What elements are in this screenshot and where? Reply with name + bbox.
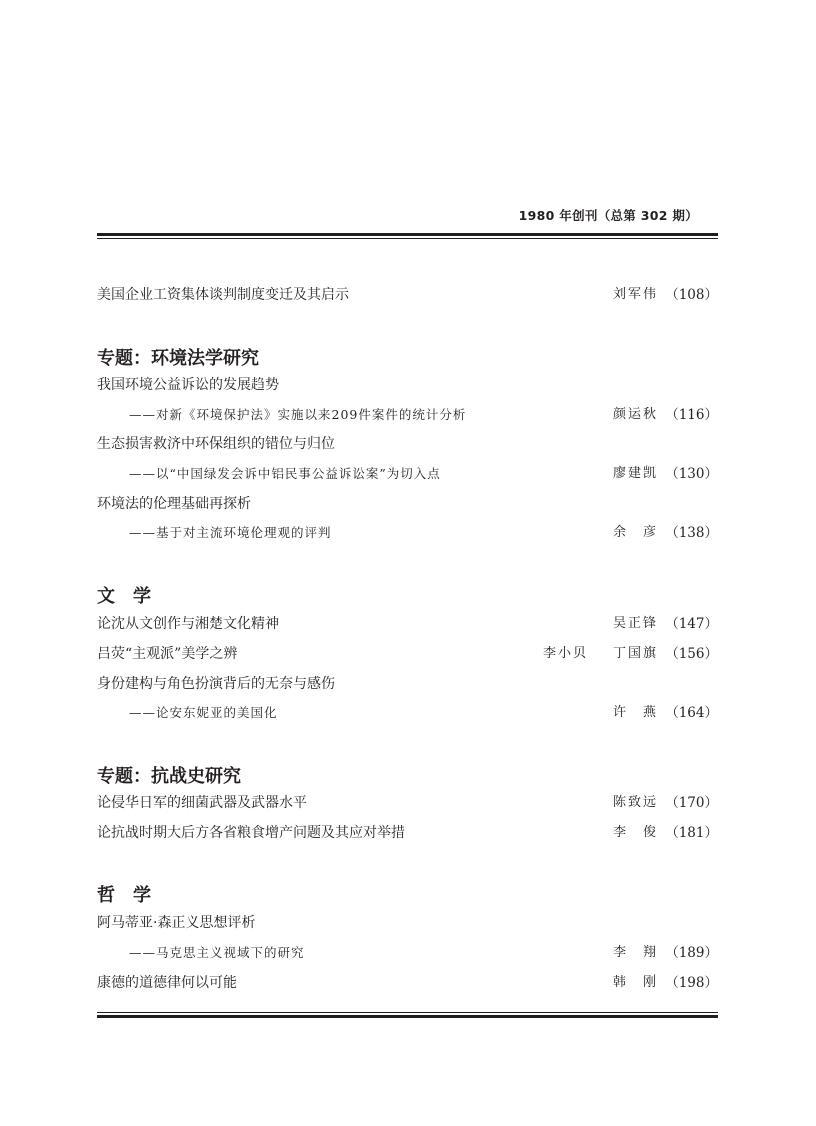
- article-subtitle: ——对新《环境保护法》实施以来209件案件的统计分析: [129, 407, 467, 422]
- toc-entry-subtitle-row[interactable]: [97, 703, 718, 723]
- founding-note: 1980 年创刊（总第 302 期）: [518, 208, 698, 223]
- section-heading: 专题：抗战史研究: [97, 766, 241, 787]
- section-heading: 专题：环境法学研究: [97, 348, 259, 369]
- author-name: 李 翔: [612, 945, 658, 960]
- article-title: 论抗战时期大后方各省粮食增产问题及其应对举措: [97, 825, 405, 841]
- article-title: 论侵华日军的细菌武器及武器水平: [97, 795, 307, 811]
- article-title: 论沈从文创作与湘楚文化精神: [97, 616, 279, 632]
- article-subtitle: ——论安东妮亚的美国化: [129, 705, 278, 720]
- page-number: （147）: [665, 616, 718, 632]
- toc-entry[interactable]: [97, 913, 718, 933]
- author-name: 颜运秋: [612, 407, 658, 422]
- page-number: （181）: [665, 825, 718, 841]
- article-title: 康德的道德律何以可能: [97, 975, 237, 991]
- section-heading: 文 学: [97, 586, 151, 607]
- article-title: 吕荧“主观派”美学之辨: [97, 646, 238, 662]
- author-name: 吴正锋: [612, 616, 658, 631]
- author-name: 余 彦: [612, 525, 658, 540]
- page-number: （116）: [665, 407, 718, 423]
- article-title: 我国环境公益诉讼的发展趋势: [97, 377, 279, 393]
- toc-entry[interactable]: [97, 434, 718, 454]
- author-name: 韩 刚: [612, 975, 658, 990]
- article-subtitle: ——以“中国绿发会诉中铝民事公益诉讼案”为切入点: [129, 466, 441, 481]
- toc-entry-subtitle-row[interactable]: [97, 943, 718, 963]
- page-number: （164）: [665, 705, 718, 721]
- page-number: （189）: [665, 945, 718, 961]
- toc-entry[interactable]: [97, 674, 718, 694]
- top-rule: [97, 233, 718, 239]
- toc-entry[interactable]: [97, 375, 718, 395]
- article-subtitle: ——马克思主义视域下的研究: [129, 945, 305, 960]
- section-heading: 哲 学: [97, 885, 151, 906]
- author-name: 陈致远: [612, 795, 658, 810]
- author-name: 廖建凯: [612, 466, 658, 481]
- author-name: 丁国旗: [612, 646, 658, 661]
- author-name: 李 俊: [612, 825, 658, 840]
- page-number: （198）: [665, 975, 718, 991]
- toc-entry-subtitle-row[interactable]: [97, 464, 718, 484]
- toc-entry[interactable]: [97, 973, 718, 993]
- article-title: 环境法的伦理基础再探析: [97, 496, 251, 512]
- author-name: 许 燕: [612, 705, 658, 720]
- toc-entry[interactable]: [97, 285, 718, 305]
- toc-entry[interactable]: [97, 614, 718, 634]
- author-name: 刘军伟: [612, 287, 658, 302]
- toc-entry[interactable]: [97, 793, 718, 813]
- page-number: （108）: [665, 287, 718, 303]
- toc-entry[interactable]: [97, 494, 718, 514]
- toc-entry[interactable]: [97, 644, 718, 664]
- toc-entry[interactable]: [97, 823, 718, 843]
- page-number: （138）: [665, 525, 718, 541]
- article-title: 生态损害救济中环保组织的错位与归位: [97, 436, 335, 452]
- article-title: 美国企业工资集体谈判制度变迁及其启示: [97, 287, 349, 303]
- article-title: 身份建构与角色扮演背后的无奈与感伤: [97, 676, 335, 692]
- page-number: （130）: [665, 466, 718, 482]
- toc-entry-subtitle-row[interactable]: [97, 405, 718, 425]
- article-subtitle: ——基于对主流环境伦理观的评判: [129, 525, 332, 540]
- toc-entry-subtitle-row[interactable]: [97, 523, 718, 543]
- coauthor-name: 李小贝: [542, 646, 588, 661]
- article-title: 阿马蒂亚·森正义思想评析: [97, 915, 256, 931]
- page-number: （170）: [665, 795, 718, 811]
- page-number: （156）: [665, 646, 718, 662]
- bottom-rule: [97, 1012, 718, 1018]
